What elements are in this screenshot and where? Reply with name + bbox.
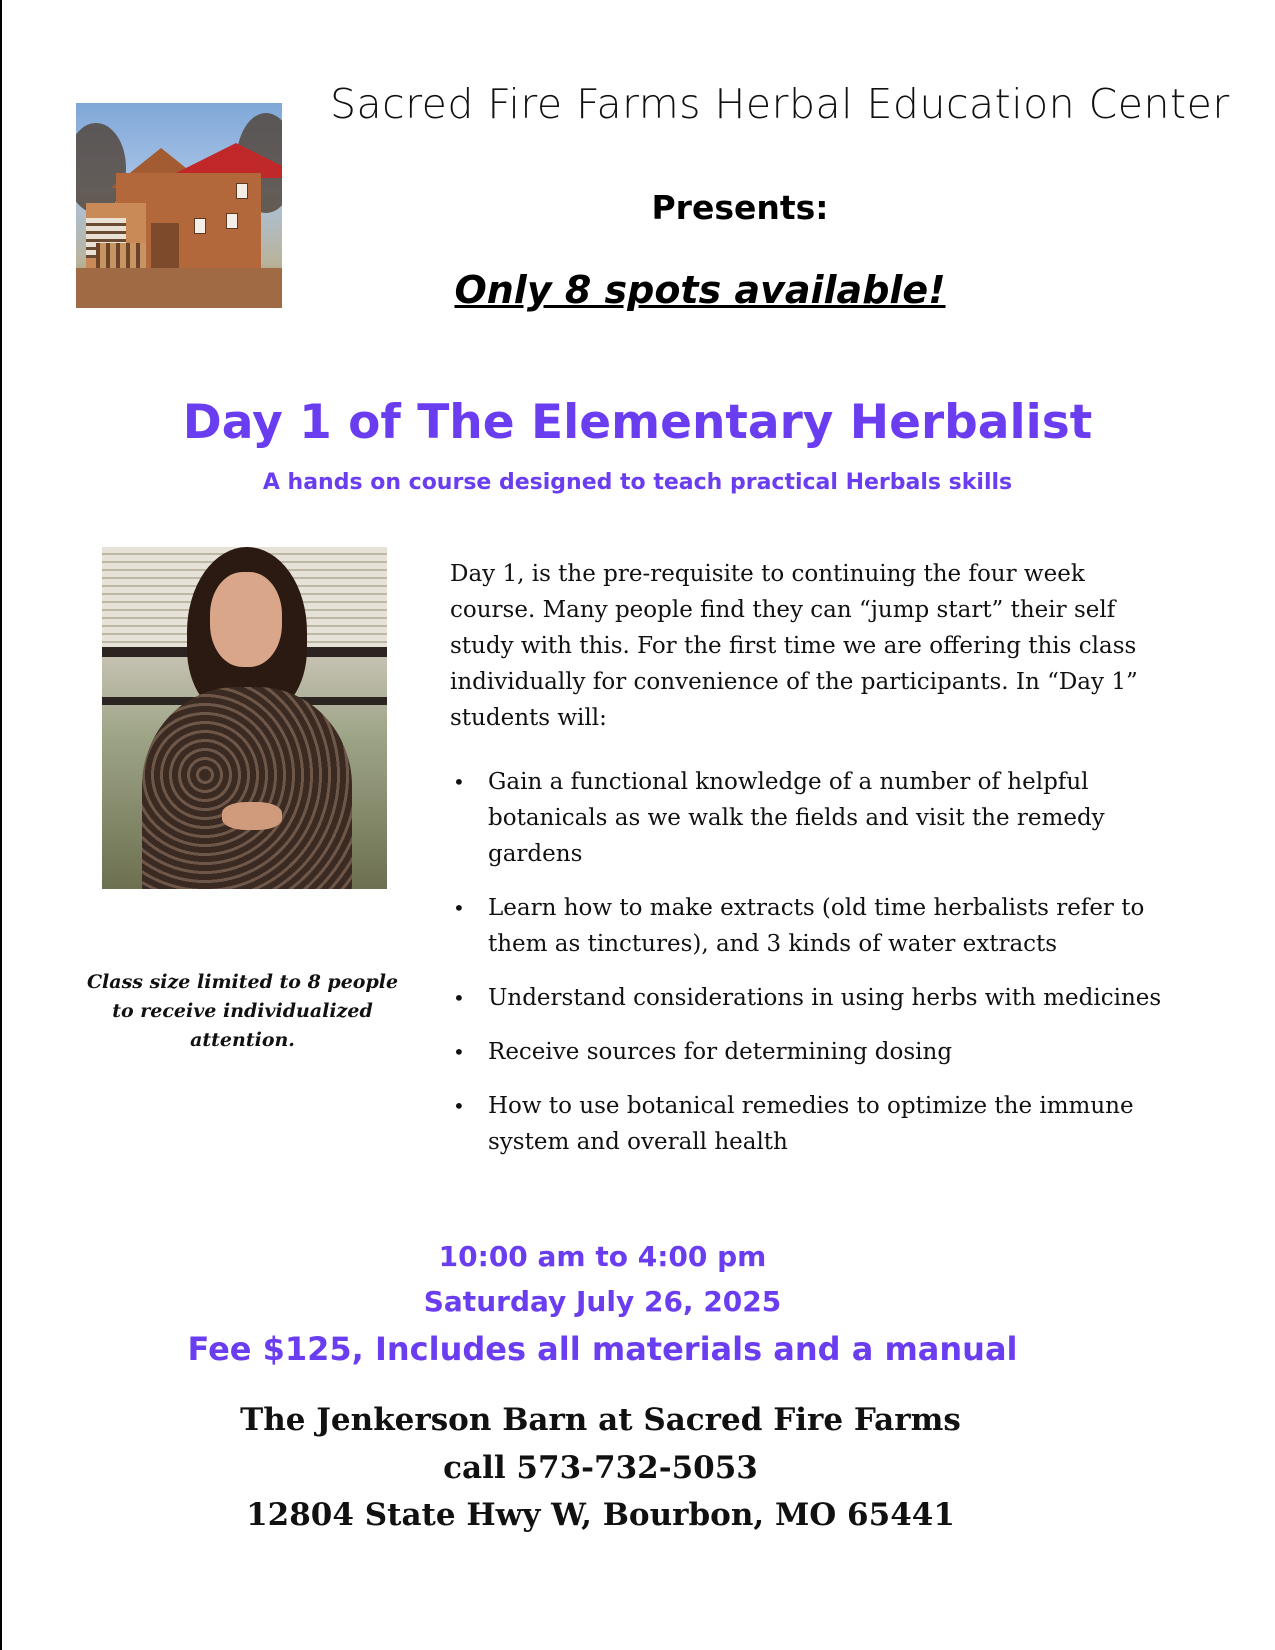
course-subtitle: A hands on course designed to teach practical Herbals skills (262, 470, 1013, 495)
list-item (450, 764, 1170, 872)
list-item (450, 980, 1170, 1016)
list-item (450, 1034, 1170, 1070)
benefit-text: Gain a functional knowledge of a number of helpful botanicals as we walk the fields and visit the remedy gardens (488, 769, 1105, 867)
benefit-text: How to use botanical remedies to optimize the immune system and overall health (488, 1093, 1134, 1155)
bullet-icon: • (453, 770, 465, 794)
presents-heading: Presents: (651, 188, 829, 227)
class-date: Saturday July 26, 2025 (423, 1285, 782, 1318)
benefits-list (450, 764, 1170, 1178)
photo-caption: Class size limited to 8 people to receive individualized attention. (86, 971, 399, 1051)
phone-number: call 573-732-5053 (443, 1450, 758, 1486)
bullet-icon: • (453, 986, 465, 1010)
class-time: 10:00 am to 4:00 pm (438, 1240, 767, 1273)
list-item (450, 890, 1170, 962)
bullet-icon: • (453, 896, 465, 920)
course-title: Day 1 of The Elementary Herbalist (182, 395, 1093, 450)
bullet-icon: • (453, 1094, 465, 1118)
venue-name: The Jenkerson Barn at Sacred Fire Farms (240, 1402, 961, 1438)
venue-address: 12804 State Hwy W, Bourbon, MO 65441 (246, 1497, 955, 1533)
barn-photo (76, 103, 282, 308)
class-fee: Fee $125, Includes all materials and a manual (187, 1330, 1018, 1368)
instructor-photo (102, 547, 387, 889)
bullet-icon: • (453, 1040, 465, 1064)
benefit-text: Understand considerations in using herbs with medicines (488, 985, 1162, 1011)
spots-notice: Only 8 spots available! (454, 268, 946, 312)
organization-name: Sacred Fire Farms Herbal Education Center (330, 80, 1230, 128)
list-item (450, 1088, 1170, 1160)
benefit-text: Learn how to make extracts (old time herbalists refer to them as tinctures), and 3 kinds of water extracts (488, 895, 1145, 957)
course-intro: Day 1, is the pre-requisite to continuing the four week course. Many people find they can “jump start” their self study with this. For the first time we are offering this class individually for convenience of the participants. In “Day 1” students will: (450, 561, 1138, 731)
benefit-text: Receive sources for determining dosing (488, 1039, 953, 1065)
